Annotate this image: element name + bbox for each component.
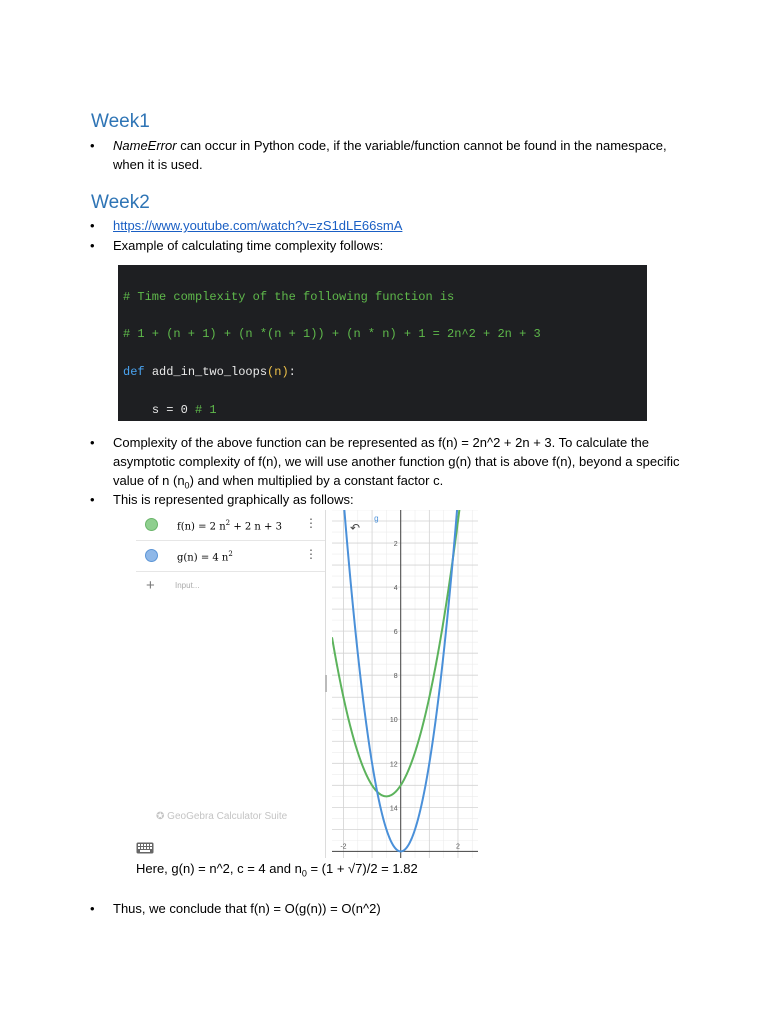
code-line: def add_in_two_loops(n): [123, 364, 296, 379]
y-tick-label: 6 [393, 629, 398, 637]
graphics-view[interactable] [332, 510, 478, 858]
algebra-view [136, 510, 326, 858]
code-block [118, 265, 647, 421]
graph-intro-text: This is represented graphically as follows: [113, 492, 354, 507]
more-options-icon[interactable]: ⋮ [305, 516, 317, 530]
nameerror-term: NameError [113, 138, 177, 153]
y-tick-label: 10 [389, 717, 398, 725]
bullet-dot: • [90, 138, 95, 153]
undo-icon: ↶ [350, 521, 361, 535]
f-expression-row[interactable] [136, 510, 325, 541]
f-expression: f(n) = 2 $n^2 + 2$ n + 3 [177, 519, 282, 533]
geogebra-brand: ✪ GeoGebra Calculator Suite [156, 811, 288, 822]
f-visibility-toggle[interactable] [145, 518, 158, 531]
code-line: s = 0 # 1 [151, 402, 217, 417]
y-tick-label: 4 [393, 585, 398, 593]
y-tick-label: 2 [393, 541, 398, 549]
complexity-line2: asymptotic complexity of f(n), we will use another function g(n) that is above f(n), beyond a specific [113, 454, 680, 469]
caption: Here, g(n) = n^2, c = 4 and $n_0 = (1 + √7)/2 = 1.82$ [136, 861, 418, 879]
code-line: # Time complexity of the following function is [123, 289, 455, 304]
conclusion-text: Thus, we conclude that f(n) = O(g(n)) = O(n^2) [113, 901, 381, 916]
input-row[interactable] [136, 572, 325, 603]
y-tick-label: 12 [389, 761, 398, 769]
nameerror-text-line2: when it is used. [113, 157, 203, 172]
week1-heading: Week1 [91, 111, 150, 132]
complexity-line3: value of n $(n_0)$ and when multiplied by a constant factor c. [113, 473, 444, 491]
more-options-icon[interactable]: ⋮ [305, 547, 317, 561]
add-icon[interactable]: + [146, 577, 155, 594]
g-visibility-toggle[interactable] [145, 549, 158, 562]
y-tick-label: 14 [389, 805, 398, 813]
nameerror-text: NameError can occur in Python code, if the variable/function cannot be found in the namespace, [113, 138, 667, 153]
g-curve-label: g [374, 514, 379, 524]
week2-heading: Week2 [91, 192, 150, 213]
code-line: # 1 + (n + 1) + (n *(n + 1)) + (n * n) + 1 = 2n^2 + 2n + 3 [123, 327, 541, 342]
g-expression: g(n) = 4 $n^2$ [177, 550, 233, 564]
x-tick-label: -2 [340, 843, 347, 851]
y-tick-label: 8 [393, 673, 398, 681]
x-tick-label: 2 [456, 843, 460, 851]
g-expression-row[interactable] [136, 541, 325, 572]
resize-handle[interactable] [325, 675, 327, 692]
keyboard-icon[interactable] [136, 842, 154, 854]
youtube-link[interactable]: https://www.youtube.com/watch?v=zS1dLE66smA [113, 218, 403, 233]
geogebra-logo-icon: ✪ [156, 811, 168, 822]
geogebra-panel [136, 510, 478, 858]
complexity-line1: Complexity of the above function can be represented as f(n) = 2n^2 + 2n + 3. To calculate the [113, 435, 649, 450]
graph-background [332, 510, 478, 858]
example-text: Example of calculating time complexity follows: [113, 238, 384, 253]
algebra-input[interactable]: Input... [175, 581, 200, 590]
